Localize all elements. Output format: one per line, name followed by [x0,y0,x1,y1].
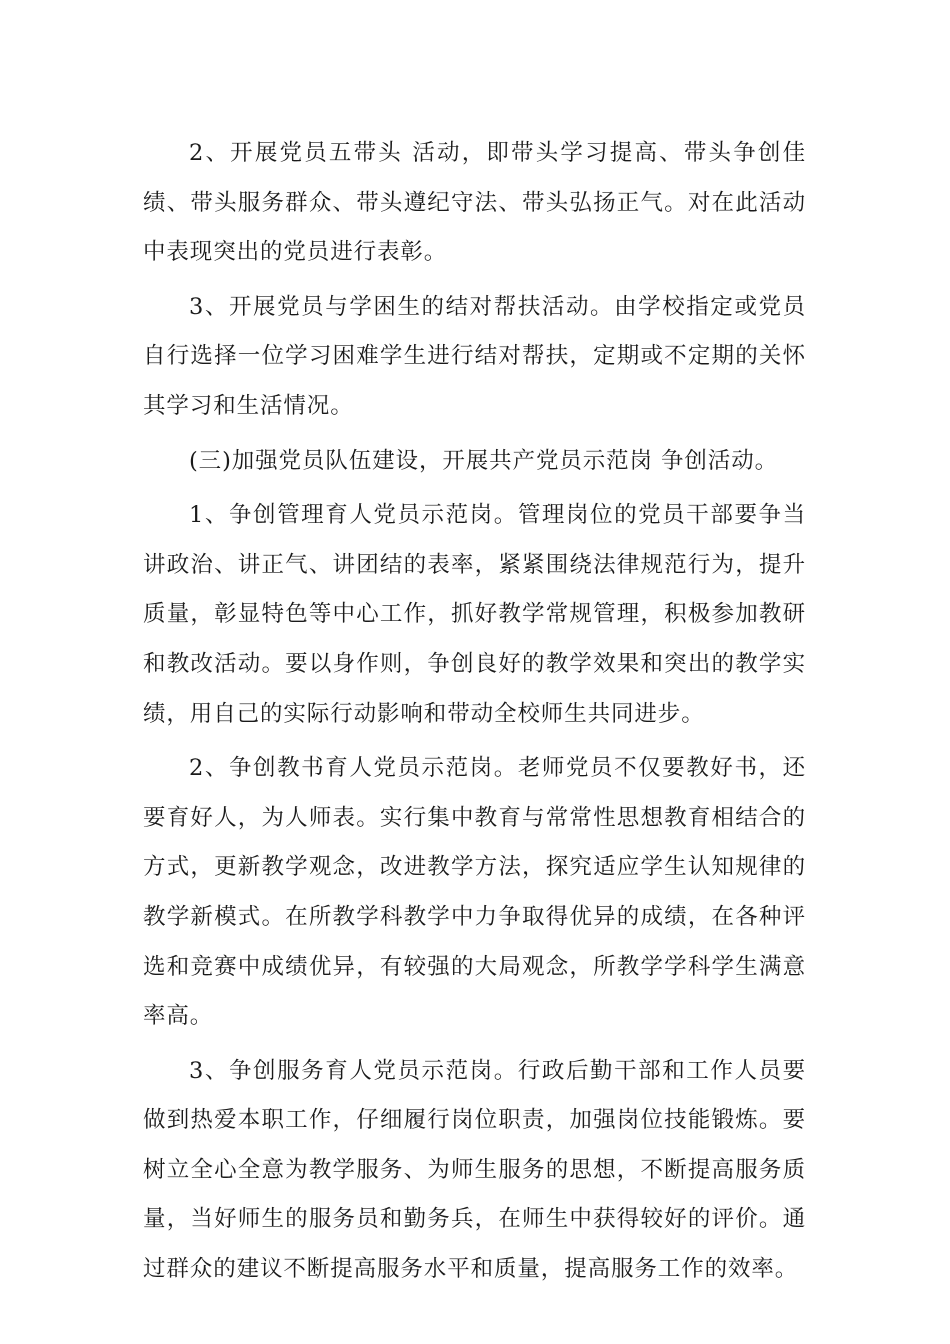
paragraph-management-post: 1、争创管理育人党员示范岗。管理岗位的党员干部要争当讲政治、讲正气、讲团结的表率，紧紧围绕法律规范行为，提升质量，彰显特色等中心工作，抓好教学常规管理，积极参加教研和教改活动。要以身作则，争创良好的教学效果和突出的教学实绩，用自己的实际行动影响和带动全校师生共同进步。 [143,502,806,727]
paragraph-teaching-post: 2、争创教书育人党员示范岗。老师党员不仅要教好书，还要育好人，为人师表。实行集中教育与常常性思想教育相结合的方式，更新教学观念，改进教学方法，探究适应学生认知规律的教学新模式。在所教学科教学中力争取得优异的成绩，在各种评选和竞赛中成绩优异，有较强的大局观念，所教学学科学生满意率高。 [143,755,806,1030]
document-body [143,129,806,1300]
paragraph-item-3-pairing-help: 3、开展党员与学困生的结对帮扶活动。由学校指定或党员自行选择一位学习困难学生进行结对帮扶，定期或不定期的关怀其学习和生活情况。 [143,293,806,419]
section-heading-3: (三)加强党员队伍建设，开展共产党员示范岗 争创活动。 [189,447,779,474]
paragraph-service-post: 3、争创服务育人党员示范岗。行政后勤干部和工作人员要做到热爱本职工作，仔细履行岗位职责，加强岗位技能锻炼。要树立全心全意为教学服务、为师生服务的思想，不断提高服务质量，当好师生的服务员和勤务兵，在师生中获得较好的评价。通过群众的建议不断提高服务水平和质量，提高服务工作的效率。 [143,1057,806,1283]
paragraph-item-2-five-leads: 2、开展党员五带头 活动，即带头学习提高、带头争创佳绩、带头服务群众、带头遵纪守法、带头弘扬正气。对在此活动中表现突出的党员进行表彰。 [143,140,806,266]
